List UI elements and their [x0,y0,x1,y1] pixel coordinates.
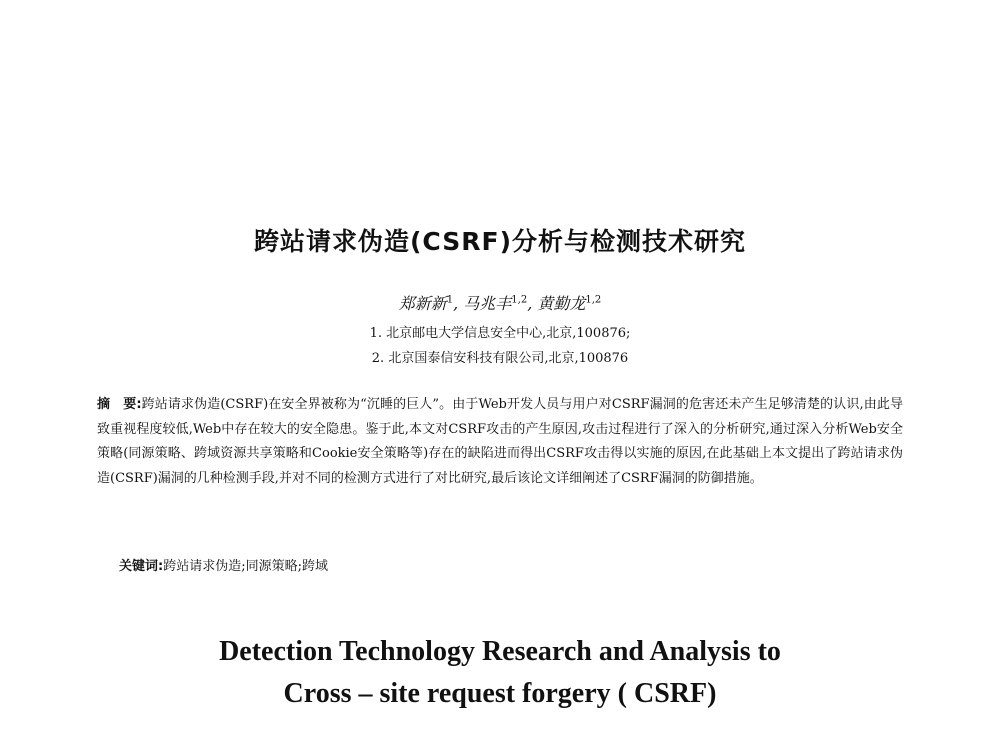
keywords [119,555,328,574]
author-name: 黄勤龙 [537,294,586,313]
abstract-label: 摘 要: [97,397,142,412]
keywords-label: 关键词: [119,559,164,574]
affiliation-2: 2. 北京国泰信安科技有限公司,北京,100876 [371,351,629,366]
abstract [97,393,903,491]
author-name: 马兆丰 [463,294,512,313]
affiliation-1: 1. 北京邮电大学信息安全中心,北京,100876; [369,326,631,341]
author-affiliation-mark: 1 [446,294,454,306]
author-separator: , [453,294,459,313]
author-affiliation-mark: 1,2 [511,294,528,306]
abstract-text: 跨站请求伪造(CSRF)在安全界被称为“沉睡的巨人”。由于Web开发人员与用户对CSRF漏洞的危害还未产生足够清楚的认识,由此导致重视程度较低,Web中存在较大的安全隐患。鉴于此,本文对CSRF攻击的产生原因,攻击过程进行了深入的分析研究,通过深入分析Web安全策略(同源策略、跨域资源共享策略和Cookie安全策略等)存在的缺陷进而得出CSRF攻击得以实施的原因,在此基础上本文提出了跨站请求伪造(CSRF)漏洞的几种检测手段,并对不同的检测方式进行了对比研究,最后该论文详细阐述了CSRF漏洞的防御措施。 [97,397,903,486]
english-title-line-2: Cross – site request forgery ( CSRF) [283,678,717,709]
keywords-text: 跨站请求伪造;同源策略;跨域 [163,559,328,574]
author-affiliation-mark: 1,2 [585,294,602,306]
author-separator: , [527,294,533,313]
chinese-title: 跨站请求伪造(CSRF)分析与检测技术研究 [254,227,746,256]
english-title-line-1: Detection Technology Research and Analysis to [219,636,781,667]
author-line [0,291,1000,314]
author-name: 郑新新 [398,294,447,313]
